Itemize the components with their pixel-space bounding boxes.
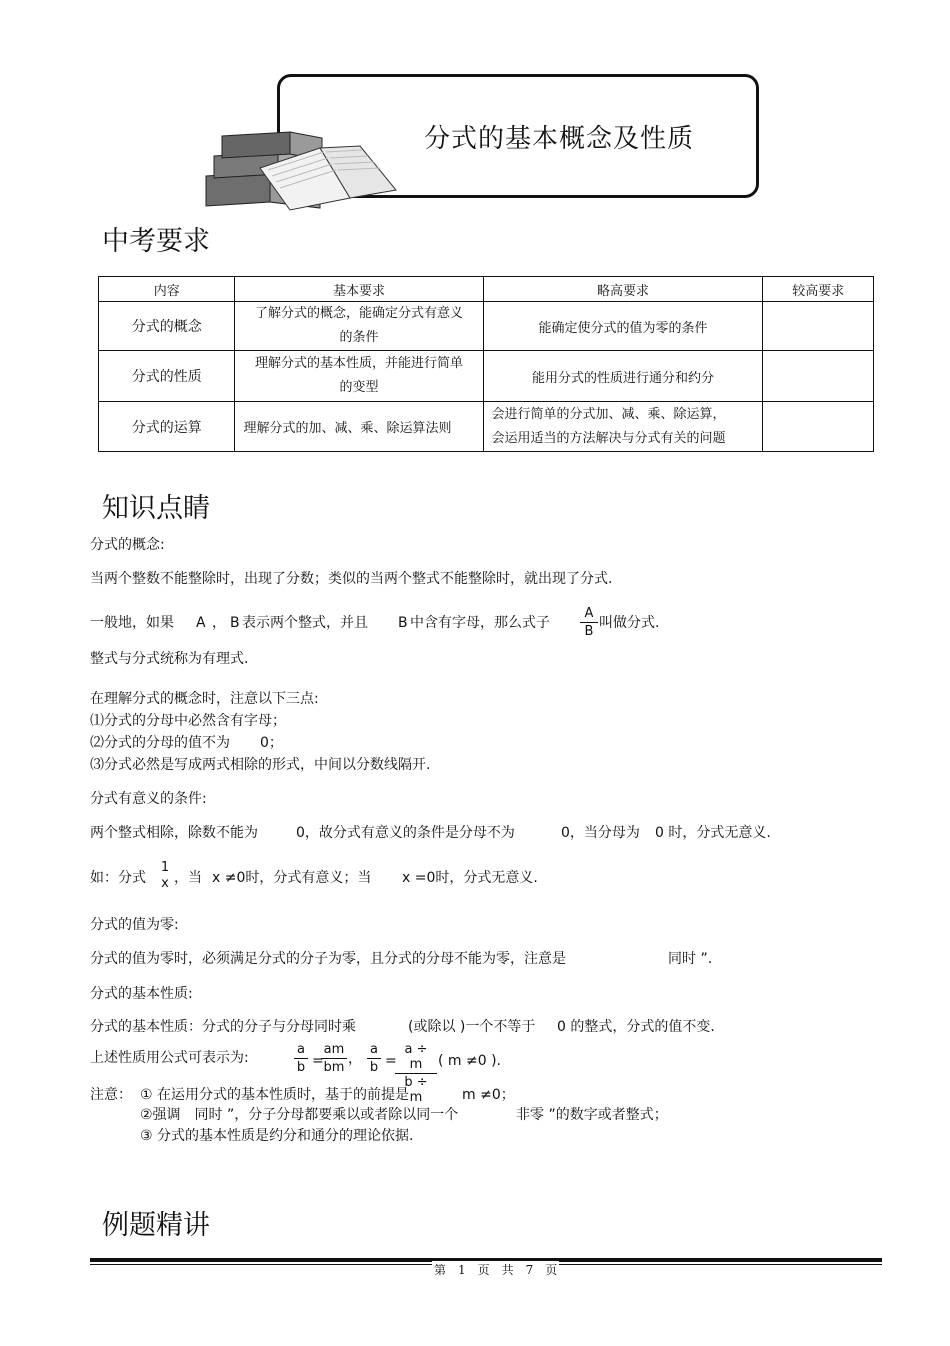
numerator: a bbox=[297, 1042, 305, 1057]
table-header-row bbox=[99, 277, 874, 302]
text: 表示两个整式，并且 bbox=[242, 615, 368, 631]
equals-sign: = bbox=[312, 1053, 324, 1069]
denominator: b bbox=[296, 1060, 306, 1075]
fraction-a-over-b bbox=[294, 1042, 308, 1075]
numerator: a bbox=[370, 1042, 378, 1057]
text: 中含有字母，那么式子 bbox=[410, 615, 550, 631]
table-cell bbox=[483, 402, 763, 452]
page-number: 第 1 页 共 7 页 bbox=[434, 1263, 558, 1277]
text: B bbox=[230, 615, 240, 631]
numerator: 1 bbox=[160, 860, 170, 875]
table-cell bbox=[235, 302, 483, 351]
zero-heading: 分式的值为零: bbox=[90, 917, 179, 933]
denominator: B bbox=[584, 624, 594, 639]
text: 0，故分式有意义的条件是分母不为 bbox=[296, 825, 515, 841]
cell-line: 会运用适当的方法解决与分式有关的问题 bbox=[491, 430, 726, 446]
paragraph: 在理解分式的概念时，注意以下三点: bbox=[90, 691, 319, 707]
list-item: ③ 分式的基本性质是约分和通分的理论依据. bbox=[140, 1128, 414, 1144]
text: ，当 bbox=[174, 870, 202, 886]
table-row bbox=[99, 351, 874, 402]
cell-line: 了解分式的概念，能确定分式有意义 bbox=[254, 306, 463, 321]
property-heading: 分式的基本性质: bbox=[90, 986, 193, 1002]
list-item: ②强调 同时 ”，分子分母都要乘以或者除以同一个 bbox=[140, 1107, 459, 1123]
text: 同时 ”. bbox=[668, 951, 713, 967]
table-row bbox=[99, 302, 874, 351]
table-cell bbox=[763, 351, 874, 402]
text: ， bbox=[212, 615, 226, 631]
text: 0，当分母为 bbox=[561, 825, 640, 841]
text: B bbox=[398, 615, 408, 631]
text: 非零 ”的数字或者整式； bbox=[516, 1107, 668, 1123]
table-cell bbox=[763, 302, 874, 351]
numerator: A bbox=[584, 606, 594, 621]
text: (或除以 )一个不等于 bbox=[408, 1019, 536, 1035]
denominator: bm bbox=[323, 1060, 345, 1075]
fraction-A-over-B bbox=[580, 606, 598, 639]
cell-line: 的条件 bbox=[339, 330, 379, 345]
list-item: ① 在运用分式的基本性质时，基于的前提是 bbox=[140, 1087, 409, 1103]
paragraph: 当两个整数不能整除时，出现了分数；类似的当两个整式不能整除时，就出现了分式. bbox=[90, 571, 613, 587]
fraction-bar bbox=[321, 1058, 347, 1059]
text: A bbox=[196, 615, 206, 631]
table-header-cell: 基本要求 bbox=[235, 277, 483, 302]
meaning-heading: 分式有意义的条件: bbox=[90, 791, 207, 807]
comma: ， bbox=[348, 1051, 362, 1067]
table-cell: 能确定使分式的值为零的条件 bbox=[483, 302, 763, 351]
fraction-1-over-x bbox=[158, 860, 172, 891]
text: x =0时，分式无意义. bbox=[402, 870, 538, 886]
fraction-bar bbox=[580, 622, 598, 623]
table-cell bbox=[235, 351, 483, 402]
concept-heading: 分式的概念: bbox=[90, 537, 165, 553]
fraction-bar bbox=[395, 1073, 437, 1074]
fraction-am-over-bm bbox=[321, 1042, 347, 1075]
table-row bbox=[99, 402, 874, 452]
section-heading-requirements: 中考要求 bbox=[102, 226, 210, 257]
text: 上述性质用公式可表示为: bbox=[90, 1050, 249, 1066]
text: m ≠0； bbox=[462, 1087, 515, 1103]
text: x ≠0时，分式有意义；当 bbox=[212, 870, 372, 886]
table-cell: 分式的运算 bbox=[99, 402, 235, 452]
table-cell: 分式的性质 bbox=[99, 351, 235, 402]
requirements-table bbox=[98, 276, 874, 452]
numerator: am bbox=[323, 1042, 345, 1057]
section-heading-examples: 例题精讲 bbox=[102, 1210, 210, 1241]
denominator: b ÷ m bbox=[404, 1075, 428, 1105]
text: 分式的基本性质：分式的分子与分母同时乘 bbox=[90, 1019, 356, 1035]
list-item: ⑴分式的分母中必然含有字母； bbox=[90, 713, 286, 729]
books-icon bbox=[200, 128, 405, 214]
text: 两个整式相除，除数不能为 bbox=[90, 825, 258, 841]
table-cell: 分式的概念 bbox=[99, 302, 235, 351]
fraction-a-over-b bbox=[367, 1042, 381, 1075]
text: 0； bbox=[260, 735, 283, 751]
cell-line: 理解分式的基本性质，并能进行简单 bbox=[254, 356, 463, 371]
list-item: ⑶分式必然是写成两式相除的形式，中间以分数线隔开. bbox=[90, 757, 431, 773]
page-title: 分式的基本概念及性质 bbox=[424, 124, 695, 154]
paragraph: 整式与分式统称为有理式. bbox=[90, 651, 249, 667]
text: 叫做分式. bbox=[599, 615, 660, 631]
list-item: ⑵分式的分母的值不为 bbox=[90, 735, 230, 751]
fraction-bar bbox=[367, 1058, 381, 1059]
fraction-bar bbox=[294, 1058, 308, 1059]
attention-label: 注意： bbox=[90, 1087, 132, 1103]
cell-line: 会进行简单的分式加、减、乘、除运算， bbox=[491, 406, 726, 422]
equals-sign: = bbox=[385, 1053, 397, 1069]
table-cell bbox=[763, 402, 874, 452]
numerator: a ÷ m bbox=[404, 1042, 428, 1072]
cell-line: 的变型 bbox=[339, 380, 379, 395]
text: 0 时，分式无意义. bbox=[655, 825, 771, 841]
table-header-cell: 内容 bbox=[99, 277, 235, 302]
denominator: b bbox=[369, 1060, 379, 1075]
denominator: x bbox=[161, 876, 169, 891]
condition: ( m ≠0 ). bbox=[438, 1053, 501, 1069]
text: 0 的整式，分式的值不变. bbox=[557, 1019, 715, 1035]
text: 一般地，如果 bbox=[90, 615, 174, 631]
text: 分式的值为零时，必须满足分式的分子为零，且分式的分母不能为零，注意是 bbox=[90, 951, 566, 967]
section-heading-knowledge: 知识点睛 bbox=[102, 493, 210, 524]
table-header-cell: 略高要求 bbox=[483, 277, 763, 302]
table-header-cell: 较高要求 bbox=[763, 277, 874, 302]
text: 如：分式 bbox=[90, 870, 146, 886]
table-cell: 能用分式的性质进行通分和约分 bbox=[483, 351, 763, 402]
table-cell: 理解分式的加、减、乘、除运算法则 bbox=[235, 402, 483, 452]
